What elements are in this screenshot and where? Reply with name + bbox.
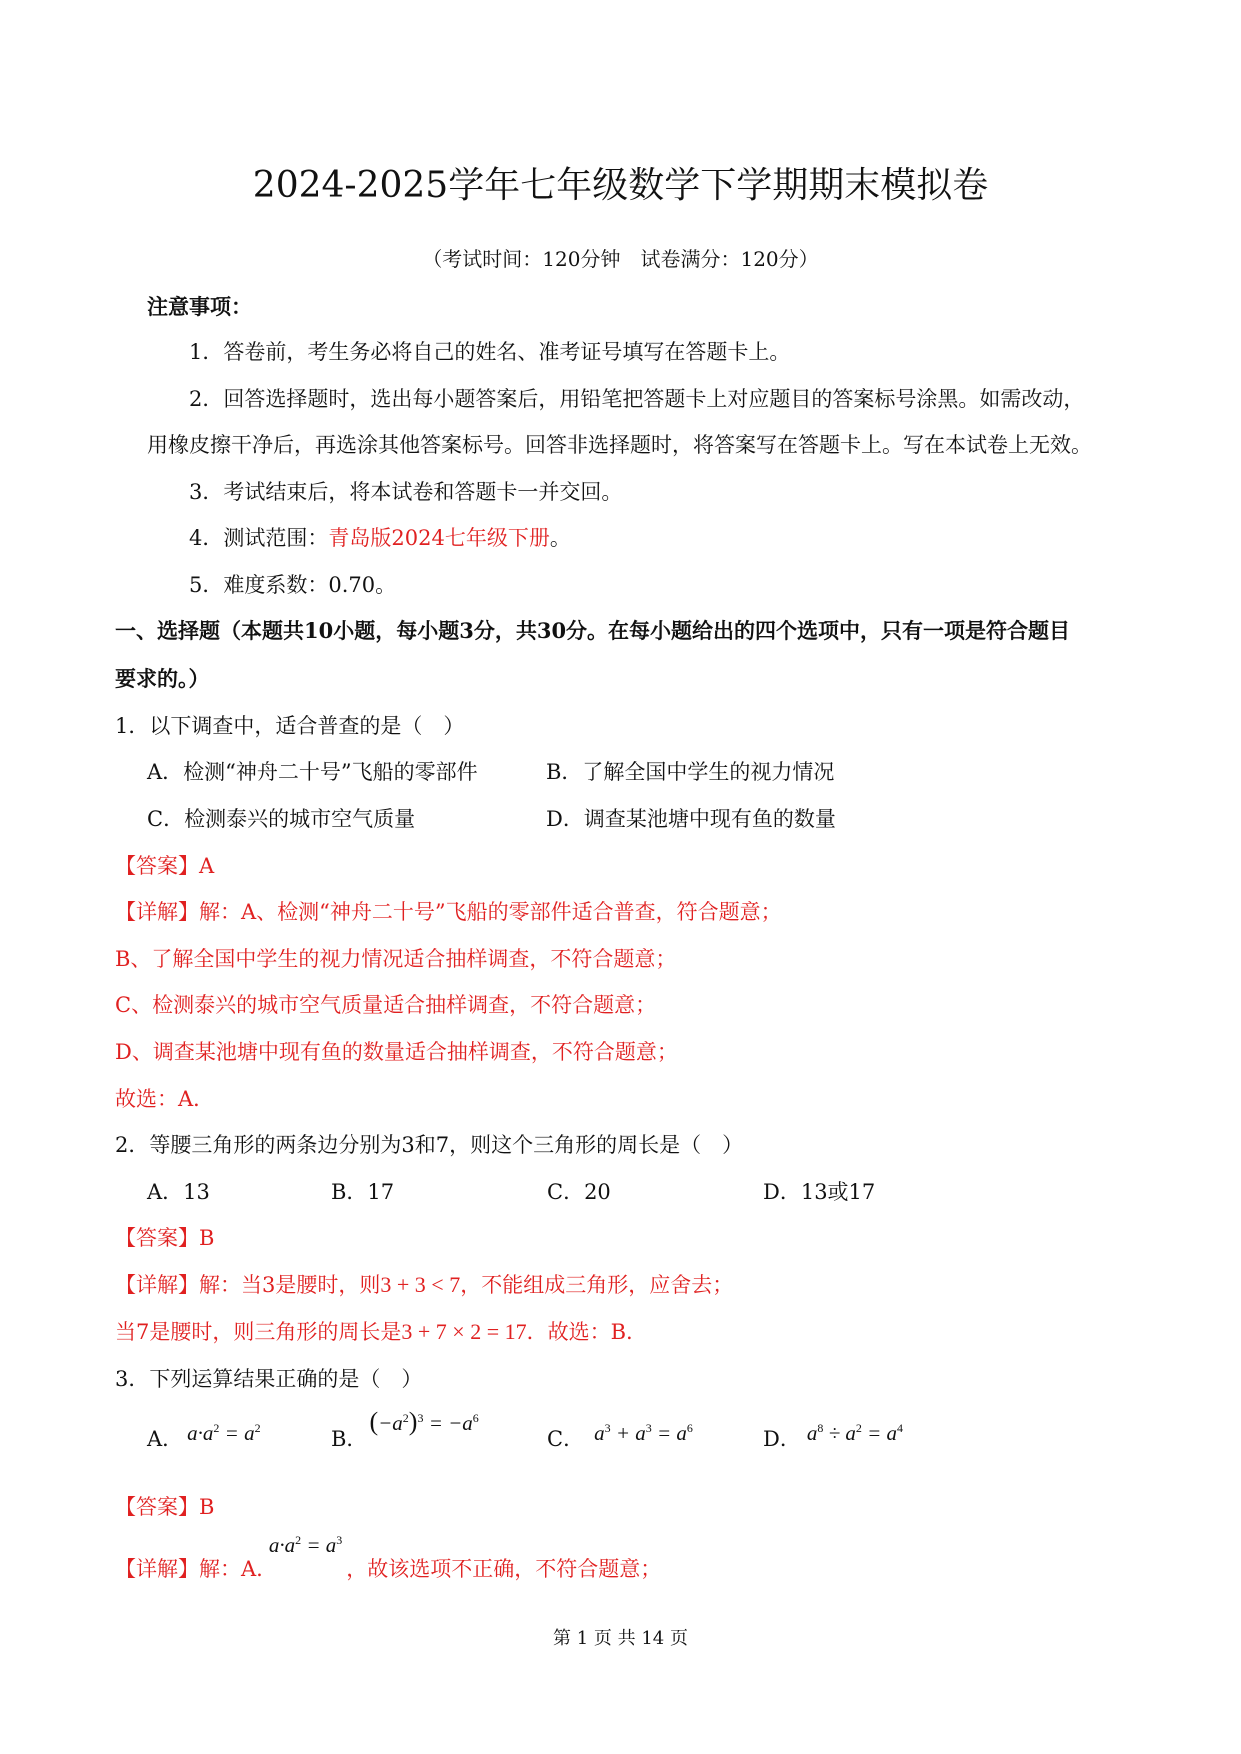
- notice-item-2-line1: 2．回答选择题时，选出每小题答案后，用铅笔把答题卡上对应题目的答案标号涂黑。如需改动，: [189, 387, 1085, 411]
- q2-answer: [115, 1222, 214, 1252]
- q2-detail1-prefix: 解：当3是腰时，则: [199, 1273, 381, 1297]
- q3-detail-formula: $a\cdot a^2 = a^3$: [268, 1533, 343, 1557]
- notice-item-1: 1．答卷前，考生务必将自己的姓名、准考证号填写在答题卡上。: [189, 340, 791, 364]
- q2-stem: 2．等腰三角形的两条边分别为3和7，则这个三角形的周长是（ ）: [115, 1133, 744, 1157]
- q3-option-b-label: B．: [331, 1427, 368, 1451]
- q3-detail-tag: 【详解】: [115, 1557, 199, 1581]
- q1-detail-line2: B、了解全国中学生的视力情况适合抽样调查，不符合题意；: [115, 947, 677, 971]
- q3-detail-line1: [115, 1533, 662, 1583]
- q2-detail1-suffix: ，不能组成三角形，应舍去；: [460, 1273, 734, 1297]
- q3-option-c-label: C．: [547, 1427, 585, 1451]
- q3-option-b-formula: $(-a^2)^3 = -a^6$: [369, 1407, 479, 1436]
- q2-detail-line1: [115, 1269, 733, 1299]
- q2-math-inequality: 3 + 3 < 7: [380, 1272, 461, 1297]
- q1-detail-text: 解：A、检测“神舟二十号”飞船的零部件适合普查，符合题意；: [199, 900, 782, 924]
- q2-answer-tag: 【答案】: [115, 1226, 199, 1250]
- q1-answer: [115, 850, 214, 880]
- section-heading-line1: 一、选择题（本题共10小题，每小题3分，共30分。在每小题给出的四个选项中，只有一项是符合题目: [115, 618, 1071, 643]
- q3-detail1-prefix: 解：A.: [199, 1557, 263, 1581]
- q2-option-d: D．13或17: [763, 1180, 876, 1204]
- test-range: 青岛版2024七年级下册: [328, 526, 550, 550]
- q1-answer-tag: 【答案】: [115, 854, 199, 878]
- q1-option-b: B．了解全国中学生的视力情况: [546, 760, 835, 784]
- q2-detail2-prefix: 当7是腰时，则三角形的周长是: [115, 1320, 402, 1344]
- q1-detail-line3: C、检测泰兴的城市空气质量适合抽样调查，不符合题意；: [115, 993, 657, 1017]
- section-heading-line2: 要求的。）: [115, 666, 210, 691]
- notice-item-5: 5．难度系数：0.70。: [189, 573, 397, 597]
- q3-stem: 3．下列运算结果正确的是（ ）: [115, 1367, 423, 1391]
- page-title: 2024-2025学年七年级数学下学期期末模拟卷: [252, 165, 989, 206]
- q1-detail-line1: [115, 896, 782, 926]
- q1-detail-line4: D、调查某池塘中现有鱼的数量适合抽样调查，不符合题意；: [115, 1040, 678, 1064]
- q2-answer-value: B: [199, 1226, 215, 1250]
- q2-detail2-suffix: ．故选：B.: [526, 1320, 633, 1344]
- notice-item-3: 3．考试结束后，将本试卷和答题卡一并交回。: [189, 480, 623, 504]
- q3-detail1-suffix: ，故该选项不正确，不符合题意；: [346, 1557, 662, 1581]
- q3-answer-tag: 【答案】: [115, 1495, 199, 1519]
- q3-answer: [115, 1491, 214, 1521]
- q3-option-a-label: A．: [147, 1427, 184, 1451]
- q3-option-d: [763, 1423, 903, 1453]
- q2-detail-tag: 【详解】: [115, 1273, 199, 1297]
- q1-option-d: D．调查某池塘中现有鱼的数量: [546, 807, 836, 831]
- q3-answer-value: B: [199, 1495, 215, 1519]
- q2-option-b: B．17: [331, 1180, 395, 1204]
- exam-info: （考试时间：120分钟 试卷满分：120分）: [422, 247, 819, 271]
- page-footer: 第 1 页 共 14 页: [553, 1628, 688, 1649]
- q3-option-d-label: D．: [763, 1427, 801, 1451]
- notice-item-2-line2: 用橡皮擦干净后，再选涂其他答案标号。回答非选择题时，将答案写在答题卡上。写在本试卷上无效。: [147, 433, 1092, 457]
- q3-option-b: [331, 1407, 479, 1453]
- notice-item-4-suffix: 。: [549, 526, 571, 550]
- notice-heading: 注意事项：: [147, 294, 252, 319]
- q3-option-c: [547, 1423, 693, 1453]
- q1-answer-value: A: [199, 854, 215, 878]
- q2-option-a: A．13: [147, 1180, 210, 1204]
- q1-stem: 1．以下调查中，适合普查的是（ ）: [115, 714, 465, 738]
- q1-option-a: A．检测“神舟二十号”飞船的零部件: [147, 760, 478, 784]
- q2-option-c: C．20: [547, 1180, 611, 1204]
- notice-item-4: [189, 522, 571, 552]
- q1-detail-tag: 【详解】: [115, 900, 199, 924]
- q1-option-c: C．检测泰兴的城市空气质量: [147, 807, 416, 831]
- q1-detail-line5: 故选：A．: [115, 1087, 215, 1111]
- q3-option-a-formula: $a\cdot a^2 = a^2$: [187, 1421, 261, 1445]
- q2-detail-line2: [115, 1316, 633, 1346]
- q3-option-d-formula: $a^8 \div a^2 = a^4$: [806, 1421, 904, 1445]
- notice-item-4-prefix: 4．测试范围：: [189, 526, 329, 550]
- q2-math-perimeter: 3 + 7 × 2 = 17: [401, 1319, 527, 1344]
- q3-option-a: [147, 1423, 261, 1453]
- q3-option-c-formula: $a^3 + a^3 = a^6$: [594, 1421, 693, 1445]
